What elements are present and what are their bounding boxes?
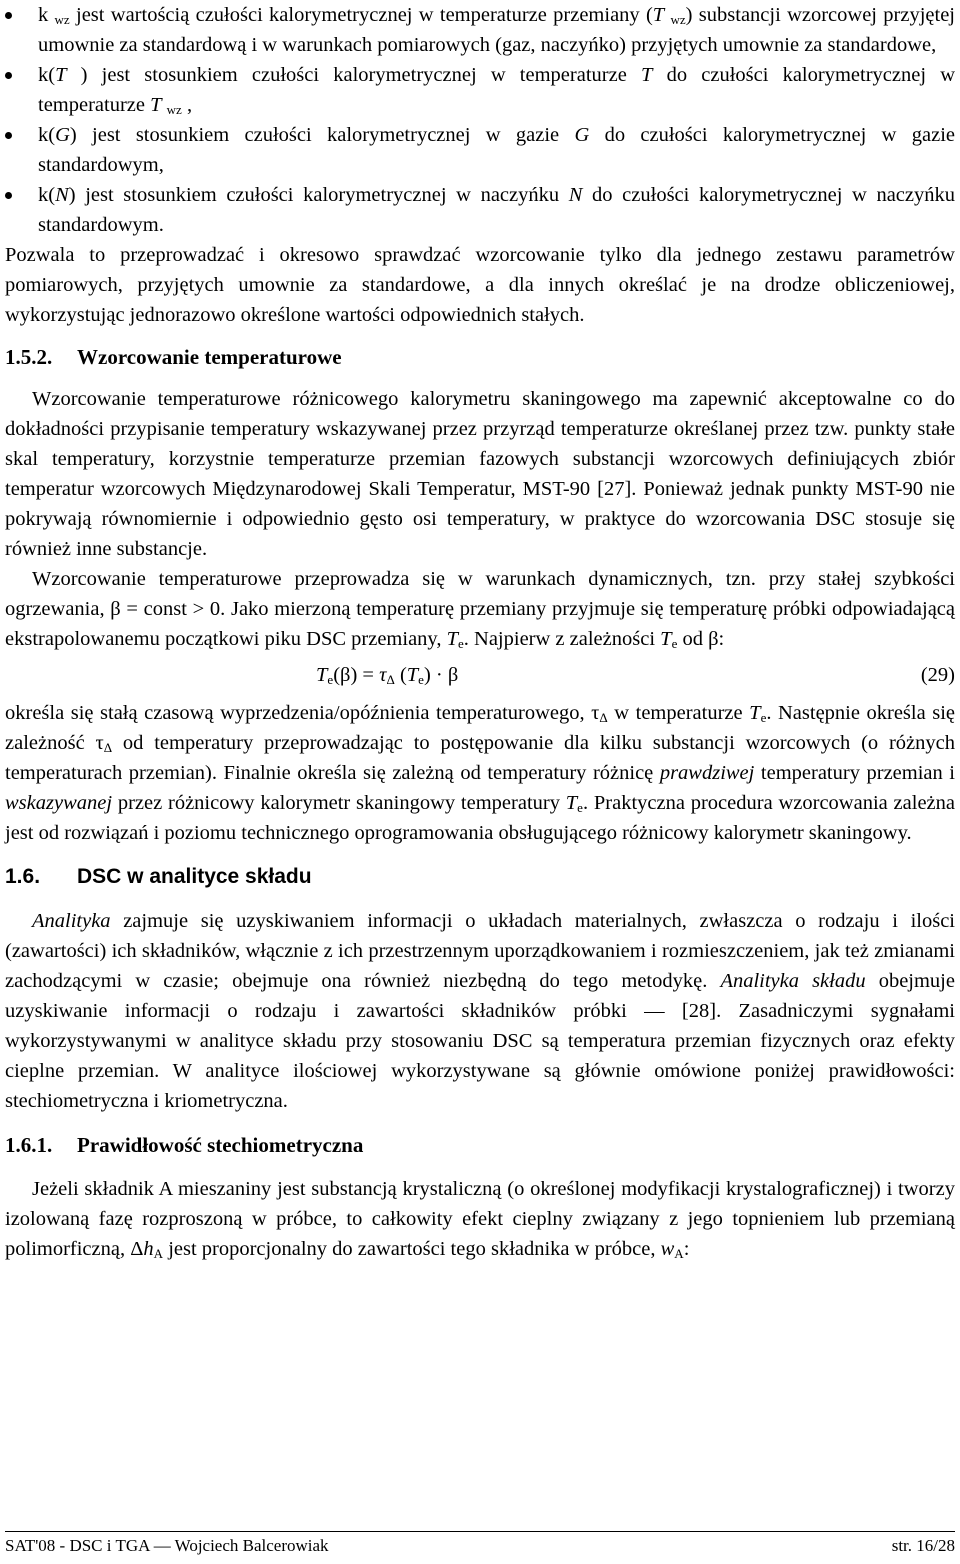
paragraph-dynamic-calibration: Wzorcowanie temperaturowe przeprowadza się w warunkach dynamicznych, tzn. przy stałej szybkości ogrzewania, β = const > 0. Jako mierzoną temperaturę przemiany przyjmuje się temperaturę próbki odpowiadającą ekstrapolowanemu początkowi piku DSC przemiany, $T_e$. Najpierw z zależności $T_e$ od β: [5,568,955,651]
equation-number: (29) [920,664,955,686]
definition-k-G: k(G) jest stosunkiem czułości kalorymetrycznej w gazie G do czułości kalorymetrycznej w gazie standardowym, [5,120,955,180]
definition-k-wz: k $_{wz}$ jest wartością czułości kalorymetrycznej w temperaturze przemiany (T $_{wz}$) substancji wzorcowej przyjętej umownie za standardową i w warunkach pomiarowych (gaz, naczyńko) przyjętych umownie za standardowe, [5,0,955,60]
definition-k-T: k(T ) jest stosunkiem czułości kalorymetrycznej w temperaturze T do czułości kalorymetrycznej w temperaturze T $_{wz}$ , [5,60,955,120]
page-footer [5,1531,955,1559]
paragraph-intro: Pozwala to przeprowadzać i okresowo sprawdzać wzorcowanie tylko dla jednego zestawu parametrów pomiarowych, przyjętych umownie za standardowe, a dla innych określać je na drodze obliczeniowej, wykorzystując jednorazowo określone wartości odpowiednich stałych. [5,244,955,326]
footer-title: SAT'08 - DSC i TGA — Wojciech Balcerowiak [5,1536,329,1555]
page-content [5,0,955,1264]
section-heading-1-6-1: 1.6.1. Prawidłowość stechiometryczna [5,1133,364,1157]
bullet-icon [5,72,12,79]
definition-k-N: k(N) jest stosunkiem czułości kalorymetrycznej w naczyńku N do czułości kalorymetrycznej w naczyńku standardowym. [5,180,955,240]
section-heading-1-6: 1.6. DSC w analityce składu [5,865,312,888]
paragraph-analytics: Analityka zajmuje się uzyskiwaniem informacji o układach materialnych, zwłaszcza o rodzaju i ilości (zawartości) ich składników, włącznie z ich przestrzennym uporządkowaniem i rozmieszczeniem, jak też zmianami zachodzącymi w czasie; obejmuje ona również niezbędną do tego metodykę. Analityka składu obejmuje uzyskiwanie informacji o rodzaju i zawartości składników próbki — [28]. Zasadniczymi sygnałami wykorzystywanymi w analityce składu przy stosowaniu DSC są temperatura przemian fizycznych oraz efekty cieplne przemian. W analityce ilościowej wykorzystywane są głównie omówione poniżej prawidłowości: stechiometryczna i kriometryczna. [5,910,955,1112]
equation-29 [5,660,955,694]
bullet-icon [5,132,12,139]
paragraph-stoichiometric: Jeżeli składnik A mieszaniny jest substancją krystaliczną (o określonej modyfikacji krystalograficznej) i tworzy izolowaną fazę rozproszoną w próbce, to całkowity efekt cieplny związany z jego topnieniem lub przemianą polimorficzną, $\Delta h_A$ jest proporcjonalny do zawartości tego składnika w próbce, $w_A$: [5,1178,955,1261]
equation-expression: $T_e(\beta) = \tau_\Delta$ $(T_e) \cdot \beta$ [316,664,459,687]
bullet-icon [5,192,12,199]
page-number: str. 16/28 [891,1536,955,1555]
section-heading-1-5-2: 1.5.2. Wzorcowanie temperaturowe [5,345,342,369]
bullet-icon [5,12,12,19]
paragraph-time-constant: określa się stałą czasową wyprzedzenia/opóźnienia temperaturowego, $\tau_\Delta$ w temperaturze $T_e$. Następnie określa się zależność $\tau_\Delta$ od temperatury przeprowadzając to postępowanie dla kilku substancji wzorcowych (o różnych temperaturach przemian). Finalnie określa się zależną od temperatury różnicę prawdziwej temperatury przemian i wskazywanej przez różnicowy kalorymetr skaningowy temperatury $T_e$. Praktyczna procedura wzorcowania zależna jest od rozwiązań i poziomu technicznego oprogramowania obsługującego różnicowy kalorymetr skaningowy. [5,702,956,844]
definition-list [5,0,955,240]
paragraph-temperature-calibration: Wzorcowanie temperaturowe różnicowego kalorymetru skaningowego ma zapewnić akceptowalne co do dokładności przypisanie temperatury wskazywanej przez przyrząd temperaturze określanej przez tzw. punkty stałe skal temperatury, korzystnie temperaturze przemian fazowych substancji wzorcowych definiujących zbiór temperatur wzorcowych Międzynarodowej Skali Temperatur, MST-90 [27]. Ponieważ jednak punkty MST-90 nie pokrywają równomiernie i odpowiednio gęsto osi temperatury, w praktyce do wzorcowania DSC stosuje się również inne substancje. [5,388,955,560]
